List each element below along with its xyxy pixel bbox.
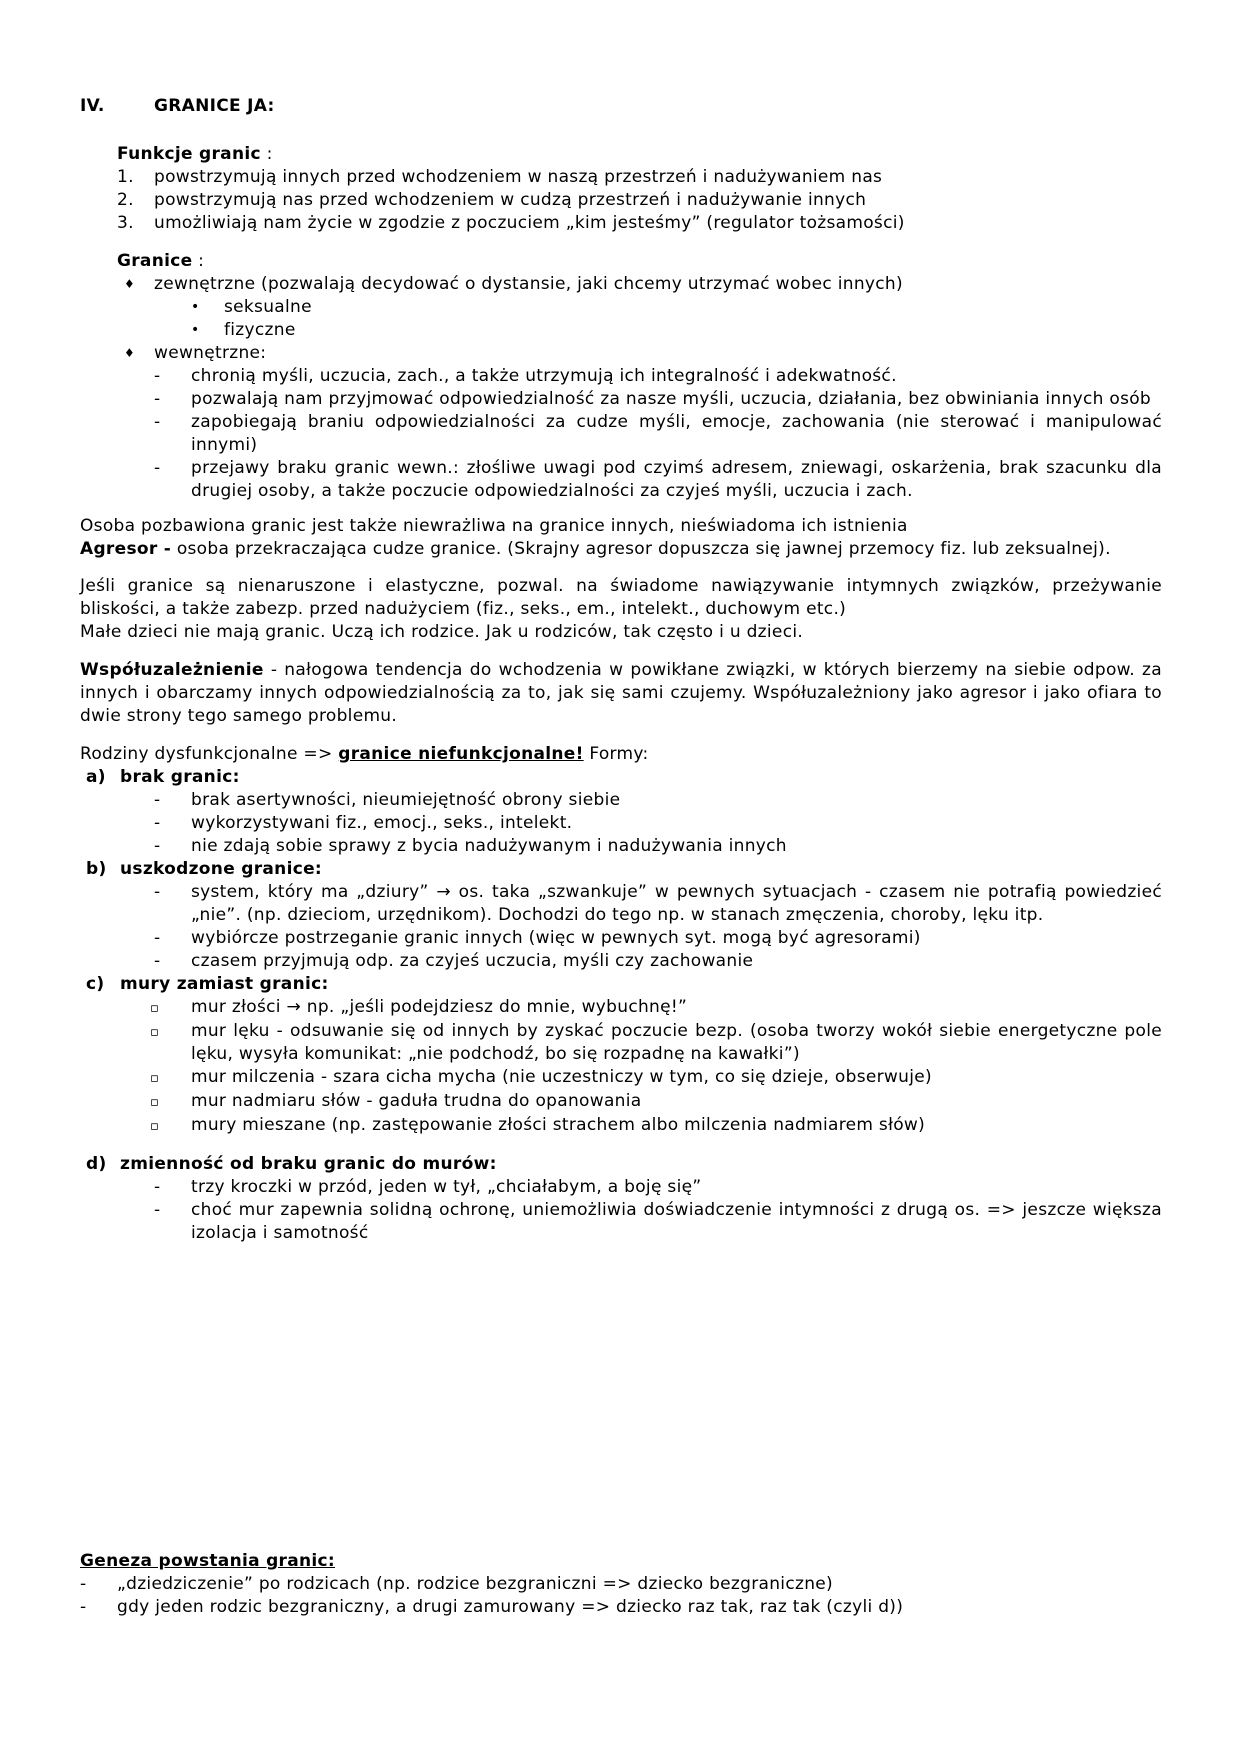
list-item bbox=[117, 189, 1162, 212]
item-text: wybiórcze postrzeganie granic innych (więc w pewnych syt. mogą być agresorami) bbox=[191, 928, 921, 948]
dash-bullet-icon: - bbox=[154, 951, 161, 971]
item-text: gdy jeden rodzic bezgraniczny, a drugi zamurowany => dziecko raz tak, raz tak (czyli d)) bbox=[117, 1597, 904, 1617]
granice-label-line bbox=[117, 250, 1162, 273]
dash-bullet-icon: - bbox=[154, 882, 161, 902]
list-item bbox=[154, 881, 1162, 927]
item-text: choć mur zapewnia solidną ochronę, uniemożliwia doświadczenie intymności z drugą os. => jeszcze większa izolacja i samotność bbox=[191, 1200, 1162, 1243]
item-text: wewnętrzne: bbox=[154, 343, 267, 363]
item-text: powstrzymują nas przed wchodzeniem w cudzą przestrzeń i nadużywanie innych bbox=[154, 190, 867, 210]
list-item bbox=[117, 166, 1162, 189]
list-item bbox=[150, 1090, 1162, 1114]
square-bullet-icon: ▫ bbox=[150, 1025, 160, 1040]
granice-label: Granice bbox=[117, 251, 193, 271]
dash-bullet-icon: - bbox=[80, 1574, 87, 1594]
dash-bullet-icon: - bbox=[154, 836, 161, 856]
item-text: powstrzymują innych przed wchodzeniem w naszą przestrzeń i nadużywaniem nas bbox=[154, 167, 883, 187]
item-text: nie zdają sobie sprawy z bycia nadużywanym i nadużywania innych bbox=[191, 836, 787, 856]
page-title: GRANICE JA: bbox=[154, 96, 275, 116]
section-letter: c) bbox=[86, 974, 105, 994]
item-text: seksualne bbox=[224, 297, 312, 317]
item-text: „dziedziczenie” po rodzicach (np. rodzice bezgraniczni => dziecko bezgraniczne) bbox=[117, 1574, 833, 1594]
geneza-section bbox=[80, 1550, 1162, 1619]
paragraph-text: osoba przekraczająca cudze granice. (Skrajny agresor dopuszcza się jawnej przemocy fiz. lub zeksualnej). bbox=[171, 539, 1111, 559]
list-item bbox=[154, 927, 1162, 950]
list-item bbox=[154, 950, 1162, 973]
dash-bullet-icon: - bbox=[154, 813, 161, 833]
dash-bullet-icon: - bbox=[154, 928, 161, 948]
paragraph-text: Rodziny dysfunkcjonalne => bbox=[80, 744, 339, 764]
item-text: wykorzystywani fiz., emocj., seks., intelekt. bbox=[191, 813, 573, 833]
granice-colon: : bbox=[192, 251, 205, 271]
list-item bbox=[80, 1596, 1162, 1619]
section-title: zmienność od braku granic do murów: bbox=[120, 1154, 497, 1174]
item-text: trzy kroczki w przód, jeden w tył, „chciałabym, a boję się” bbox=[191, 1177, 702, 1197]
item-text: chronią myśli, uczucia, zach., a także utrzymują ich integralność i adekwatność. bbox=[191, 366, 897, 386]
list-item bbox=[124, 342, 1162, 365]
list-item bbox=[154, 365, 1162, 388]
list-item bbox=[80, 1573, 1162, 1596]
item-text: mury mieszane (np. zastępowanie złości strachem albo milczenia nadmiarem słów) bbox=[191, 1115, 926, 1135]
diamond-bullet-icon: ♦ bbox=[124, 277, 136, 291]
item-text: brak asertywności, nieumiejętność obrony siebie bbox=[191, 790, 621, 810]
list-item bbox=[154, 789, 1162, 812]
list-item bbox=[150, 1020, 1162, 1066]
item-text: czasem przyjmują odp. za czyjeś uczucia, myśli czy zachowanie bbox=[191, 951, 754, 971]
square-bullet-icon: ▫ bbox=[150, 1001, 160, 1016]
item-text: pozwalają nam przyjmować odpowiedzialność za nasze myśli, uczucia, działania, bez obwiniania innych osób bbox=[191, 389, 1152, 409]
list-item bbox=[150, 996, 1162, 1020]
list-item bbox=[154, 812, 1162, 835]
paragraph-text: Małe dzieci nie mają granic. Uczą ich rodzice. Jak u rodziców, tak często i u dzieci. bbox=[80, 622, 804, 642]
granice-niefunkcjonalne-term: granice niefunkcjonalne! bbox=[338, 744, 584, 764]
dot-bullet-icon: • bbox=[191, 299, 200, 315]
funkcje-label-line bbox=[117, 143, 1162, 166]
dash-bullet-icon: - bbox=[154, 458, 161, 478]
section-title: brak granic: bbox=[120, 767, 240, 787]
list-item bbox=[191, 296, 1162, 319]
dash-bullet-icon: - bbox=[154, 366, 161, 386]
section-a-heading bbox=[86, 766, 1162, 789]
item-text: umożliwiają nam życie w zgodzie z poczuciem „kim jesteśmy” (regulator tożsamości) bbox=[154, 213, 905, 233]
heading-number: IV. bbox=[80, 96, 105, 116]
paragraph-text: Jeśli granice są nienaruszone i elastyczne, pozwal. na świadome nawiązywanie intymnych związków, przeżywanie bliskości, a także zabezp. przed nadużyciem (fiz., seks., em., intelekt., duchowym etc.) bbox=[80, 576, 1162, 619]
section-title: mury zamiast granic: bbox=[120, 974, 329, 994]
list-item bbox=[191, 319, 1162, 342]
item-text: system, który ma „dziury” → os. taka „szwankuje” w pewnych sytuacjach - czasem nie potrafią powiedzieć „nie”. (np. dzieciom, urzędnikom). Dochodzi do tego np. w stanach zmęczenia, choroby, lęku itp. bbox=[191, 882, 1162, 925]
diamond-bullet-icon: ♦ bbox=[124, 346, 136, 360]
list-item bbox=[124, 273, 1162, 296]
item-number: 2. bbox=[117, 190, 134, 210]
geneza-title: Geneza powstania granic: bbox=[80, 1551, 336, 1571]
item-text: mur milczenia - szara cicha mycha (nie uczestniczy w tym, co się dzieje, obserwuje) bbox=[191, 1067, 932, 1087]
section-d-heading bbox=[86, 1153, 1162, 1176]
list-item bbox=[150, 1066, 1162, 1090]
item-text: zapobiegają braniu odpowiedzialności za cudze myśli, emocje, zachowania (nie sterować i manipulować innymi) bbox=[191, 412, 1162, 455]
list-item bbox=[150, 1114, 1162, 1138]
list-item bbox=[154, 457, 1162, 503]
section-title: uszkodzone granice: bbox=[120, 859, 322, 879]
item-text: mur złości → np. „jeśli podejdziesz do mnie, wybuchnę!” bbox=[191, 997, 688, 1017]
list-item bbox=[154, 1176, 1162, 1199]
paragraph-text: - nałogowa tendencja do wchodzenia w powikłane związki, w których bierzemy na siebie odpow. za innych i obarczamy innych odpowiedzialnością za to, jak się sami czujemy. Współuzależniony jako agresor i jako ofiara to dwie strony tego samego problemu. bbox=[80, 660, 1162, 726]
section-c-heading bbox=[86, 973, 1162, 996]
dash-bullet-icon: - bbox=[154, 790, 161, 810]
paragraph-rodziny bbox=[80, 743, 1162, 766]
wspoluzaleznienie-term: Współuzależnienie bbox=[80, 660, 264, 680]
item-number: 1. bbox=[117, 167, 134, 187]
section-letter: d) bbox=[86, 1154, 107, 1174]
dot-bullet-icon: • bbox=[191, 322, 200, 338]
item-text: mur lęku - odsuwanie się od innych by zyskać poczucie bezp. (osoba tworzy wokół siebie energetyczne pole lęku, wysyła komunikat: „nie podchodź, bo się rozpadnę na kawałki”) bbox=[191, 1021, 1162, 1064]
square-bullet-icon: ▫ bbox=[150, 1095, 160, 1110]
list-item bbox=[117, 212, 1162, 235]
list-item bbox=[154, 411, 1162, 457]
item-text: mur nadmiaru słów - gaduła trudna do opanowania bbox=[191, 1091, 642, 1111]
paragraph-agresor bbox=[80, 515, 1162, 561]
item-text: fizyczne bbox=[224, 320, 296, 340]
section-letter: a) bbox=[86, 767, 106, 787]
section-letter: b) bbox=[86, 859, 107, 879]
paragraph-text: Osoba pozbawiona granic jest także niewrażliwa na granice innych, nieświadoma ich istnienia bbox=[80, 516, 908, 536]
list-item bbox=[154, 1199, 1162, 1245]
paragraph-wspoluzaleznienie bbox=[80, 659, 1162, 728]
funkcje-colon: : bbox=[260, 144, 273, 164]
main-heading bbox=[80, 95, 1162, 118]
paragraph-text: Formy: bbox=[583, 744, 649, 764]
item-text: przejawy braku granic wewn.: złośliwe uwagi pod czyimś adresem, zniewagi, oskarżenia, brak szacunku dla drugiej osoby, a także poczucie odpowiedzialności za czyjeś myśli, uczucia i zach. bbox=[191, 458, 1162, 501]
dash-bullet-icon: - bbox=[154, 389, 161, 409]
item-text: zewnętrzne (pozwalają decydować o dystansie, jaki chcemy utrzymać wobec innych) bbox=[154, 274, 903, 294]
paragraph-jesli bbox=[80, 575, 1162, 644]
dash-bullet-icon: - bbox=[154, 412, 161, 432]
square-bullet-icon: ▫ bbox=[150, 1071, 160, 1086]
dash-bullet-icon: - bbox=[80, 1597, 87, 1617]
item-number: 3. bbox=[117, 213, 134, 233]
list-item bbox=[154, 388, 1162, 411]
dash-bullet-icon: - bbox=[154, 1177, 161, 1197]
dash-bullet-icon: - bbox=[154, 1200, 161, 1220]
list-item bbox=[154, 835, 1162, 858]
funkcje-label: Funkcje granic bbox=[117, 144, 261, 164]
agresor-term: Agresor - bbox=[80, 539, 172, 559]
section-b-heading bbox=[86, 858, 1162, 881]
square-bullet-icon: ▫ bbox=[150, 1119, 160, 1134]
